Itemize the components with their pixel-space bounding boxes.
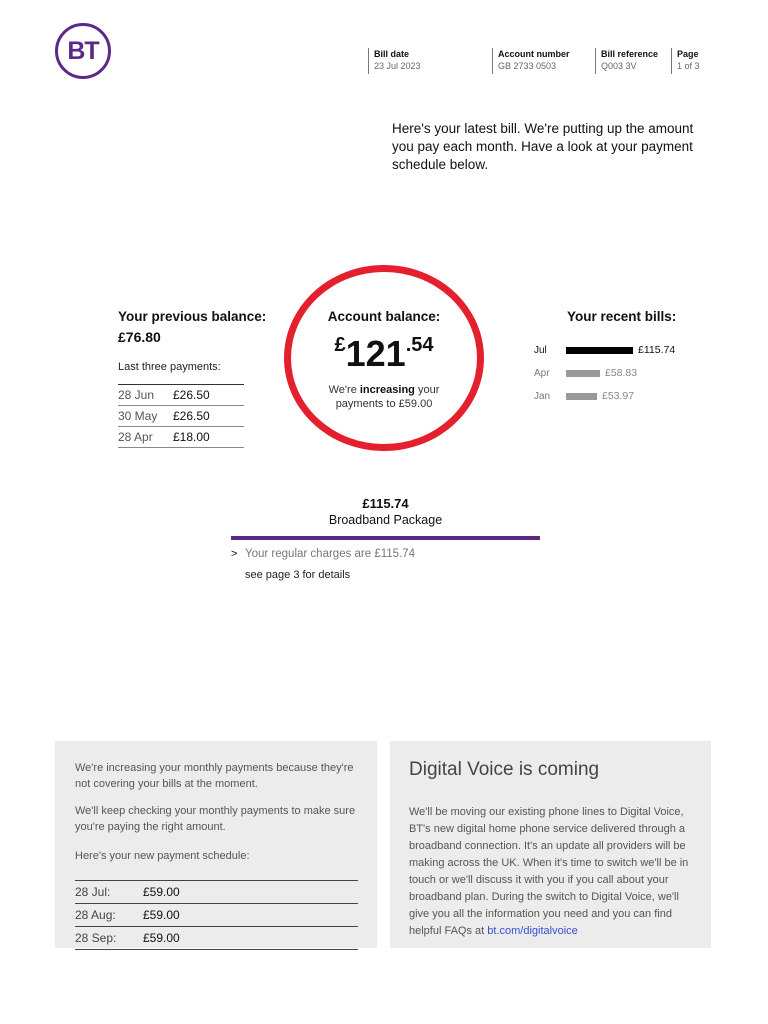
digital-voice-text: We'll be moving our existing phone lines to Digital Voice, BT's new digital home phone service delivered through a broadband connection. It's an update all providers will be making across the UK. When it's time to switch we'll be in touch or we'll discuss it with you if you call about your broadband plan. During the switch to Digital Voice, we'll give you all the information you need and you can find helpful FAQs at <box>409 806 689 937</box>
recent-bill-value: £115.74 <box>638 344 676 356</box>
bill-reference-block <box>595 48 658 74</box>
bill-reference-label: Bill reference <box>601 49 659 59</box>
page-label: Page <box>677 49 699 59</box>
increase-explanation: We're increasing your monthly payments because they're not covering your bills at the moment. <box>75 762 354 790</box>
schedule-date: 28 Sep: <box>75 931 117 945</box>
recent-bill-bar <box>566 370 600 377</box>
broadband-divider <box>231 536 540 540</box>
schedule-amount: £59.00 <box>143 931 180 945</box>
bill-date-block <box>368 48 421 74</box>
recent-bill-value: £58.83 <box>605 367 638 379</box>
logo-text: BT <box>67 36 99 65</box>
chevron-right-icon: > <box>231 548 238 560</box>
recent-bill-month: Jul <box>534 345 547 356</box>
regular-charges-note: Your regular charges are £115.74 <box>245 548 416 560</box>
account-number-label: Account number <box>498 49 570 59</box>
last-payments-table <box>118 384 244 448</box>
broadband-amount: £115.74 <box>362 496 409 511</box>
checking-note: We'll keep checking your monthly payments to make sure you're paying the right amount. <box>75 805 356 833</box>
schedule-row <box>75 904 358 927</box>
payment-amount: £26.50 <box>173 388 210 402</box>
payment-amount: £18.00 <box>173 430 210 444</box>
intro-text: Here's your latest bill. We're putting up the amount you pay each month. Have a look at your payment schedule below. <box>392 121 694 172</box>
increase-note-prefix: We're <box>328 384 357 396</box>
previous-balance-title: Your previous balance: <box>118 309 267 324</box>
recent-bill-bar <box>566 347 633 354</box>
page-number: 1 of 3 <box>677 61 700 71</box>
schedule-intro: Here's your new payment schedule: <box>75 850 250 862</box>
recent-bill-bar <box>566 393 597 400</box>
schedule-amount: £59.00 <box>143 885 180 899</box>
balance-pounds: 121 <box>345 333 406 374</box>
previous-balance-amount: £76.80 <box>118 329 161 345</box>
bt-logo <box>55 23 111 79</box>
account-balance-amount <box>284 334 484 374</box>
schedule-date: 28 Aug: <box>75 908 116 922</box>
account-number-block <box>492 48 570 74</box>
digital-voice-title: Digital Voice is coming <box>409 759 600 780</box>
bill-date-label: Bill date <box>374 49 410 59</box>
payment-schedule <box>75 880 358 950</box>
increase-note <box>314 383 454 411</box>
account-number: GB 2733 0503 <box>498 61 557 71</box>
balance-currency: £ <box>334 334 346 356</box>
bill-reference: Q003 3V <box>601 61 637 71</box>
payment-amount: £26.50 <box>173 409 210 423</box>
balance-pence: .54 <box>405 334 434 356</box>
increase-note-suffix: your payments to £59.00 <box>335 384 440 410</box>
schedule-row <box>75 881 358 904</box>
payment-date: 30 May <box>118 409 158 423</box>
see-details-note: see page 3 for details <box>245 569 351 581</box>
digital-voice-body <box>409 804 695 940</box>
page-block <box>671 48 700 74</box>
broadband-label: Broadband Package <box>328 513 443 527</box>
digital-voice-link[interactable]: bt.com/digitalvoice <box>487 925 578 937</box>
recent-bills-title: Your recent bills: <box>567 309 677 324</box>
payment-date: 28 Apr <box>118 430 153 444</box>
payment-row <box>118 385 244 406</box>
account-balance-title: Account balance: <box>327 309 441 324</box>
schedule-amount: £59.00 <box>143 908 180 922</box>
schedule-date: 28 Jul: <box>75 885 111 899</box>
schedule-row <box>75 927 358 950</box>
recent-bill-value: £53.97 <box>602 390 635 402</box>
last-payments-label: Last three payments: <box>118 361 221 373</box>
payment-row <box>118 406 244 427</box>
increase-note-bold: increasing <box>359 384 415 396</box>
recent-bill-month: Jan <box>534 391 551 402</box>
payment-date: 28 Jun <box>118 388 155 402</box>
bill-date: 23 Jul 2023 <box>374 61 421 71</box>
payment-row <box>118 427 244 448</box>
recent-bill-month: Apr <box>534 368 550 379</box>
